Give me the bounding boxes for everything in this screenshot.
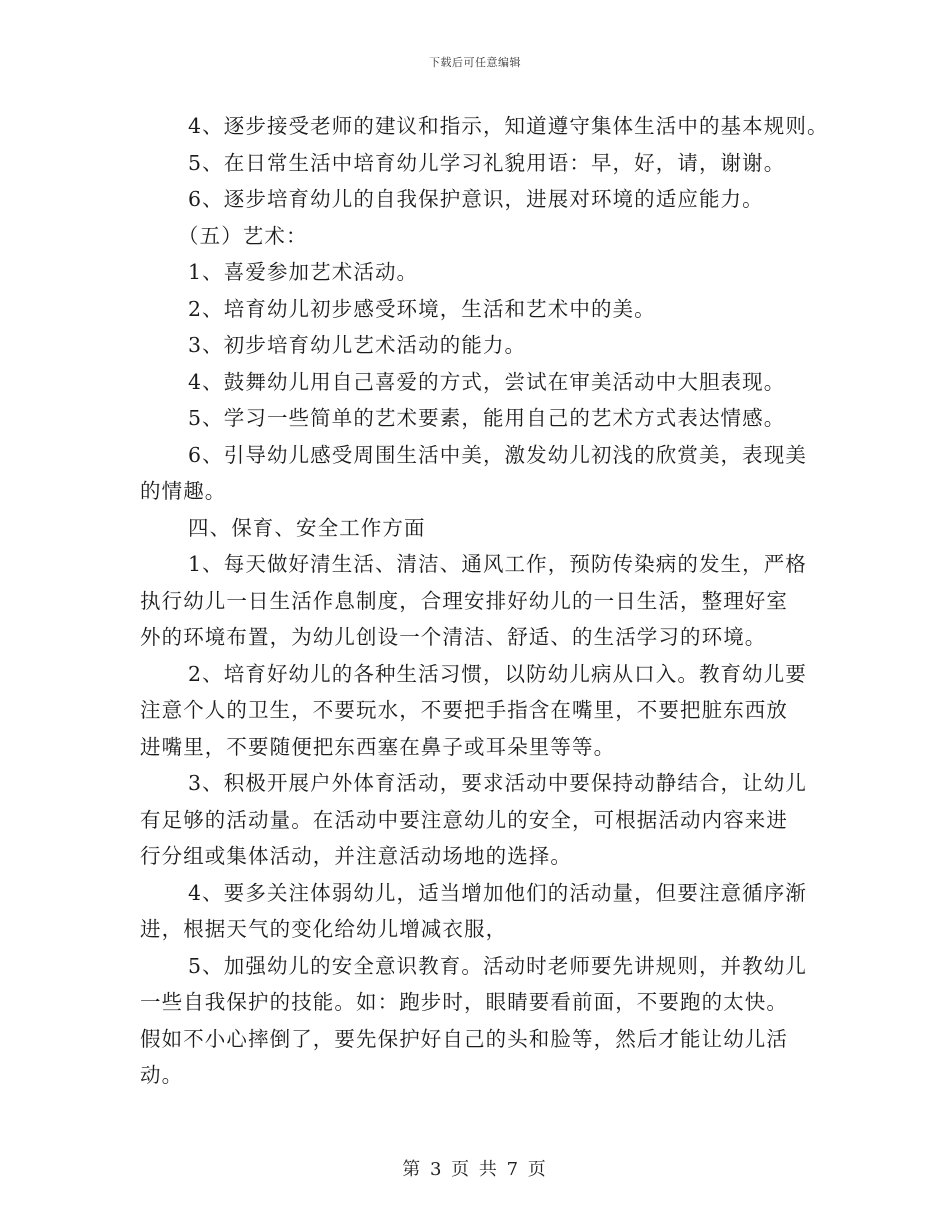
paragraph-line: 1、喜爱参加艺术活动。 <box>188 260 419 284</box>
paragraph-line: 4、要多关注体弱幼儿，适当增加他们的活动量，但要注意循序渐 <box>188 880 807 905</box>
paragraph-line: 进，根据天气的变化给幼儿增减衣服， <box>140 917 508 941</box>
section-heading-art: （五）艺术： <box>178 223 308 248</box>
paragraph-line: 5、学习一些简单的艺术要素，能用自己的艺术方式表达情感。 <box>188 406 786 430</box>
paragraph-line: 1、每天做好清生活、清洁、通风工作，预防传染病的发生，严格 <box>188 552 807 576</box>
paragraph-line: 注意个人的卫生，不要玩水，不要把手指含在嘴里，不要把脏东西放 <box>140 698 788 722</box>
paragraph-line: 5、加强幼儿的安全意识教育。活动时老师要先讲规则，并教幼儿 <box>188 953 807 978</box>
page-footer-page-number: 第 3 页 共 7 页 <box>402 1159 548 1180</box>
paragraph-line: 一些自我保护的技能。如：跑步时，眼睛要看前面，不要跑的太快。 <box>140 990 788 1014</box>
page-header: 下载后可任意编辑 <box>429 56 521 69</box>
paragraph-line: 2、培育好幼儿的各种生活习惯，以防幼儿病从口入。教育幼儿要 <box>188 661 807 686</box>
paragraph-line: 5、在日常生活中培育幼儿学习礼貌用语：早，好，请，谢谢。 <box>188 150 786 175</box>
paragraph-line: 6、引导幼儿感受周围生活中美，激发幼儿初浅的欣赏美，表现美 <box>188 442 807 467</box>
paragraph-line: 行分组或集体活动，并注意活动场地的选择。 <box>140 844 572 868</box>
paragraph-line: 的情趣。 <box>140 479 227 503</box>
paragraph-line: 2、培育幼儿初步感受环境，生活和艺术中的美。 <box>188 296 656 321</box>
paragraph-line: 假如不小心摔倒了，要先保护好自己的头和脸等，然后才能让幼儿活 <box>140 1026 788 1051</box>
paragraph-line: 外的环境布置，为幼儿创设一个清洁、舒适、的生活学习的环境。 <box>140 625 767 649</box>
paragraph-line: 动。 <box>140 1063 184 1087</box>
paragraph-line: 进嘴里，不要随便把东西塞在鼻子或耳朵里等等。 <box>140 734 616 759</box>
section-heading-safety: 四、保育、安全工作方面 <box>188 515 426 540</box>
paragraph-line: 6、逐步培育幼儿的自我保护意识，进展对环境的适应能力。 <box>188 187 764 211</box>
paragraph-line: 3、积极开展户外体育活动，要求活动中要保持动静结合，让幼儿 <box>188 771 807 795</box>
paragraph-line: 执行幼儿一日生活作息制度，合理安排好幼儿的一日生活，整理好室 <box>140 588 788 613</box>
document-body <box>140 108 829 1094</box>
paragraph-line: 4、逐步接受老师的建议和指示，知道遵守集体生活中的基本规则。 <box>188 114 829 138</box>
paragraph-line: 3、初步培育幼儿艺术活动的能力。 <box>188 333 527 357</box>
paragraph-line: 有足够的活动量。在活动中要注意幼儿的安全，可根据活动内容来进 <box>140 807 788 832</box>
paragraph-line: 4、鼓舞幼儿用自己喜爱的方式，尝试在审美活动中大胆表现。 <box>188 369 786 394</box>
